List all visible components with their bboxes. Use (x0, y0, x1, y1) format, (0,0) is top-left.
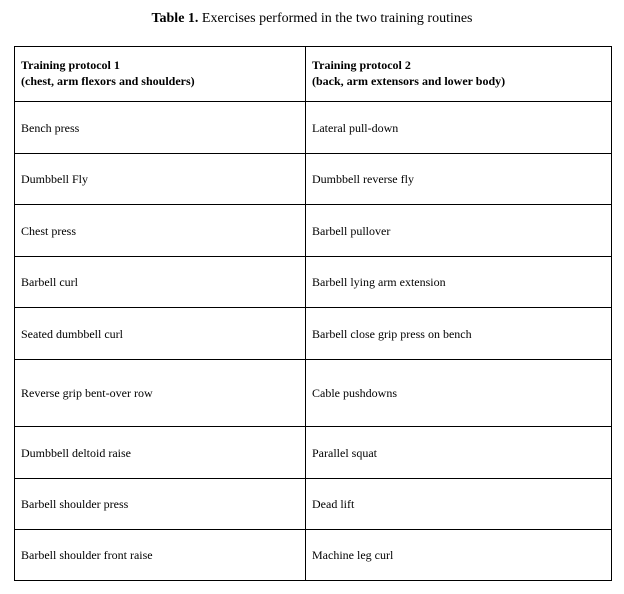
table-cell: Barbell shoulder press (15, 479, 306, 530)
table-cell: Dead lift (306, 479, 612, 530)
header-protocol-2 (306, 47, 612, 102)
table-cell: Chest press (15, 205, 306, 257)
table-cell: Machine leg curl (306, 530, 612, 581)
header-protocol-1-title: Training protocol 1 (21, 58, 120, 72)
table-row (15, 360, 612, 427)
table-cell: Parallel squat (306, 427, 612, 479)
table-cell: Barbell pullover (306, 205, 612, 257)
header-protocol-1-subtitle: (chest, arm flexors and shoulders) (21, 74, 195, 88)
table-row (15, 479, 612, 530)
exercise-table (14, 46, 612, 581)
table-cell: Dumbbell reverse fly (306, 154, 612, 205)
table-cell: Barbell close grip press on bench (306, 308, 612, 360)
table-cell: Bench press (15, 102, 306, 154)
table-caption (0, 10, 624, 28)
table-cell: Dumbbell Fly (15, 154, 306, 205)
table-row (15, 257, 612, 308)
table-cell: Barbell shoulder front raise (15, 530, 306, 581)
table-header-row (15, 47, 612, 102)
table-cell: Barbell curl (15, 257, 306, 308)
table-cell: Lateral pull-down (306, 102, 612, 154)
table-row (15, 530, 612, 581)
header-protocol-1 (15, 47, 306, 102)
table-caption-text: Exercises performed in the two training routines (201, 11, 473, 26)
table-cell: Seated dumbbell curl (15, 308, 306, 360)
table-row (15, 427, 612, 479)
header-protocol-2-title: Training protocol 2 (312, 58, 411, 72)
table-cell: Reverse grip bent-over row (15, 360, 306, 427)
table-row (15, 205, 612, 257)
table-cell: Dumbbell deltoid raise (15, 427, 306, 479)
table-caption-label: Table 1. (151, 11, 199, 26)
table-row (15, 154, 612, 205)
table-cell: Cable pushdowns (306, 360, 612, 427)
table-row (15, 308, 612, 360)
header-protocol-2-subtitle: (back, arm extensors and lower body) (312, 74, 506, 88)
table-cell: Barbell lying arm extension (306, 257, 612, 308)
table-row (15, 102, 612, 154)
